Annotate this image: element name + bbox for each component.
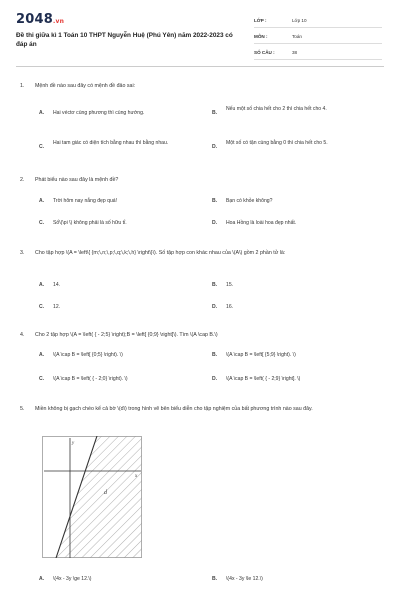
- option-letter: A.: [39, 576, 45, 582]
- option-text: Hai véctơ cùng phương thì cùng hướng.: [53, 110, 145, 116]
- option-text: Hai tam giác có diện tích bằng nhau thì bằng nhau.: [53, 140, 169, 146]
- question-number: 1.: [20, 83, 25, 89]
- question-number: 5.: [20, 406, 25, 412]
- option-letter: D.: [212, 376, 218, 382]
- option-letter: D.: [212, 304, 218, 310]
- meta-label: MÔN :: [254, 34, 268, 39]
- option-text: \(4x - 3y \ge 12.\): [53, 576, 92, 582]
- option-text: 15.: [226, 282, 234, 288]
- question-4: [20, 331, 382, 391]
- question-text: Miền không bị gạch chéo kể cả bờ \(d\) trong hình vẽ bên biểu diễn cho tập nghiệm của bất phương trình nào sau đây.: [35, 406, 313, 412]
- option-letter: B.: [212, 282, 218, 288]
- option-text: \(A \cap B = \left( { - 2;0} \right). \): [53, 376, 128, 382]
- option-letter: D.: [212, 220, 218, 226]
- option-text: Trời hôm nay nắng đẹp quá!: [53, 198, 118, 204]
- meta-value: 38: [292, 50, 298, 55]
- option-text: Nếu một số chia hết cho 2 thì chia hết cho 4.: [226, 106, 327, 112]
- y-axis-label: y: [72, 441, 75, 446]
- option-letter: A.: [39, 352, 45, 358]
- option-text: 12.: [53, 304, 61, 310]
- option-letter: C.: [39, 144, 45, 150]
- option-letter: B.: [212, 576, 218, 582]
- meta-row-class: [254, 15, 382, 28]
- meta-label: LỚP :: [254, 18, 267, 23]
- option-letter: C.: [39, 304, 45, 310]
- question-text: Phát biểu nào sau đây là mệnh đề?: [35, 177, 119, 183]
- option-text: Số\(\pi \) không phải là số hữu tỉ.: [53, 220, 127, 226]
- header-divider: [16, 66, 384, 67]
- question-text: Cho tập hợp \(A = \left\{ {m;\,n;\,p;\,q;\,k;\,h} \right\}\). Số tập hợp con khác nhau của \(A\) gồm 2 phần tử là:: [35, 250, 286, 256]
- hatched-region: [56, 436, 142, 558]
- option-letter: C.: [39, 376, 45, 382]
- meta-row-subject: [254, 31, 382, 44]
- question-number: 3.: [20, 250, 25, 256]
- option-text: Một số có tận cùng bằng 0 thì chia hết cho 5.: [226, 140, 328, 146]
- x-axis-label: x: [135, 474, 138, 479]
- question-3: [20, 249, 382, 317]
- document-meta: [254, 15, 382, 63]
- question-number: 4.: [20, 332, 25, 338]
- question-text: Cho 2 tập hợp \(A = \left( { - 2;5} \right);B = \left[ {0;9} \right]\). Tìm \(A \cap B.\): [35, 332, 218, 338]
- question-number: 2.: [20, 177, 25, 183]
- option-letter: D.: [212, 144, 218, 150]
- option-text: 14.: [53, 282, 61, 288]
- line-label-d: d: [104, 490, 107, 496]
- option-letter: C.: [39, 220, 45, 226]
- option-letter: A.: [39, 110, 45, 116]
- question-1: [20, 82, 382, 162]
- option-letter: A.: [39, 198, 45, 204]
- meta-row-count: [254, 47, 382, 60]
- option-letter: B.: [212, 198, 218, 204]
- option-text: \(A \cap B = \left( { - 2;9} \right]. \): [226, 376, 301, 382]
- meta-value: Lớp 10: [292, 18, 307, 23]
- inequality-graph: [42, 436, 142, 558]
- option-text: \(4x - 3y \le 12.\): [226, 576, 263, 582]
- option-letter: B.: [212, 110, 218, 116]
- logo-suffix: .vn: [52, 18, 65, 25]
- question-text: Mệnh đề nào sau đây có mệnh đề đảo sai:: [35, 83, 136, 89]
- site-logo[interactable]: [16, 12, 64, 27]
- option-letter: A.: [39, 282, 45, 288]
- question-2: [20, 176, 382, 234]
- option-text: \(A \cap B = \left[ {5;9} \right). \): [226, 352, 296, 358]
- option-text: 16.: [226, 304, 234, 310]
- option-text: \(A \cap B = \left[ {0;5} \right). \): [53, 352, 123, 358]
- option-text: Hoa Hồng là loài hoa đẹp nhất.: [226, 220, 297, 226]
- document-title: Đề thi giữa kì 1 Toán 10 THPT Nguyễn Huệ (Phú Yên) năm 2022-2023 có đáp án: [16, 32, 233, 48]
- option-text: Bạn có khỏe không?: [226, 198, 273, 204]
- logo-main: 2048: [16, 12, 53, 27]
- meta-label: SỐ CÂU :: [254, 50, 275, 55]
- option-letter: B.: [212, 352, 218, 358]
- meta-value: Toán: [292, 34, 302, 39]
